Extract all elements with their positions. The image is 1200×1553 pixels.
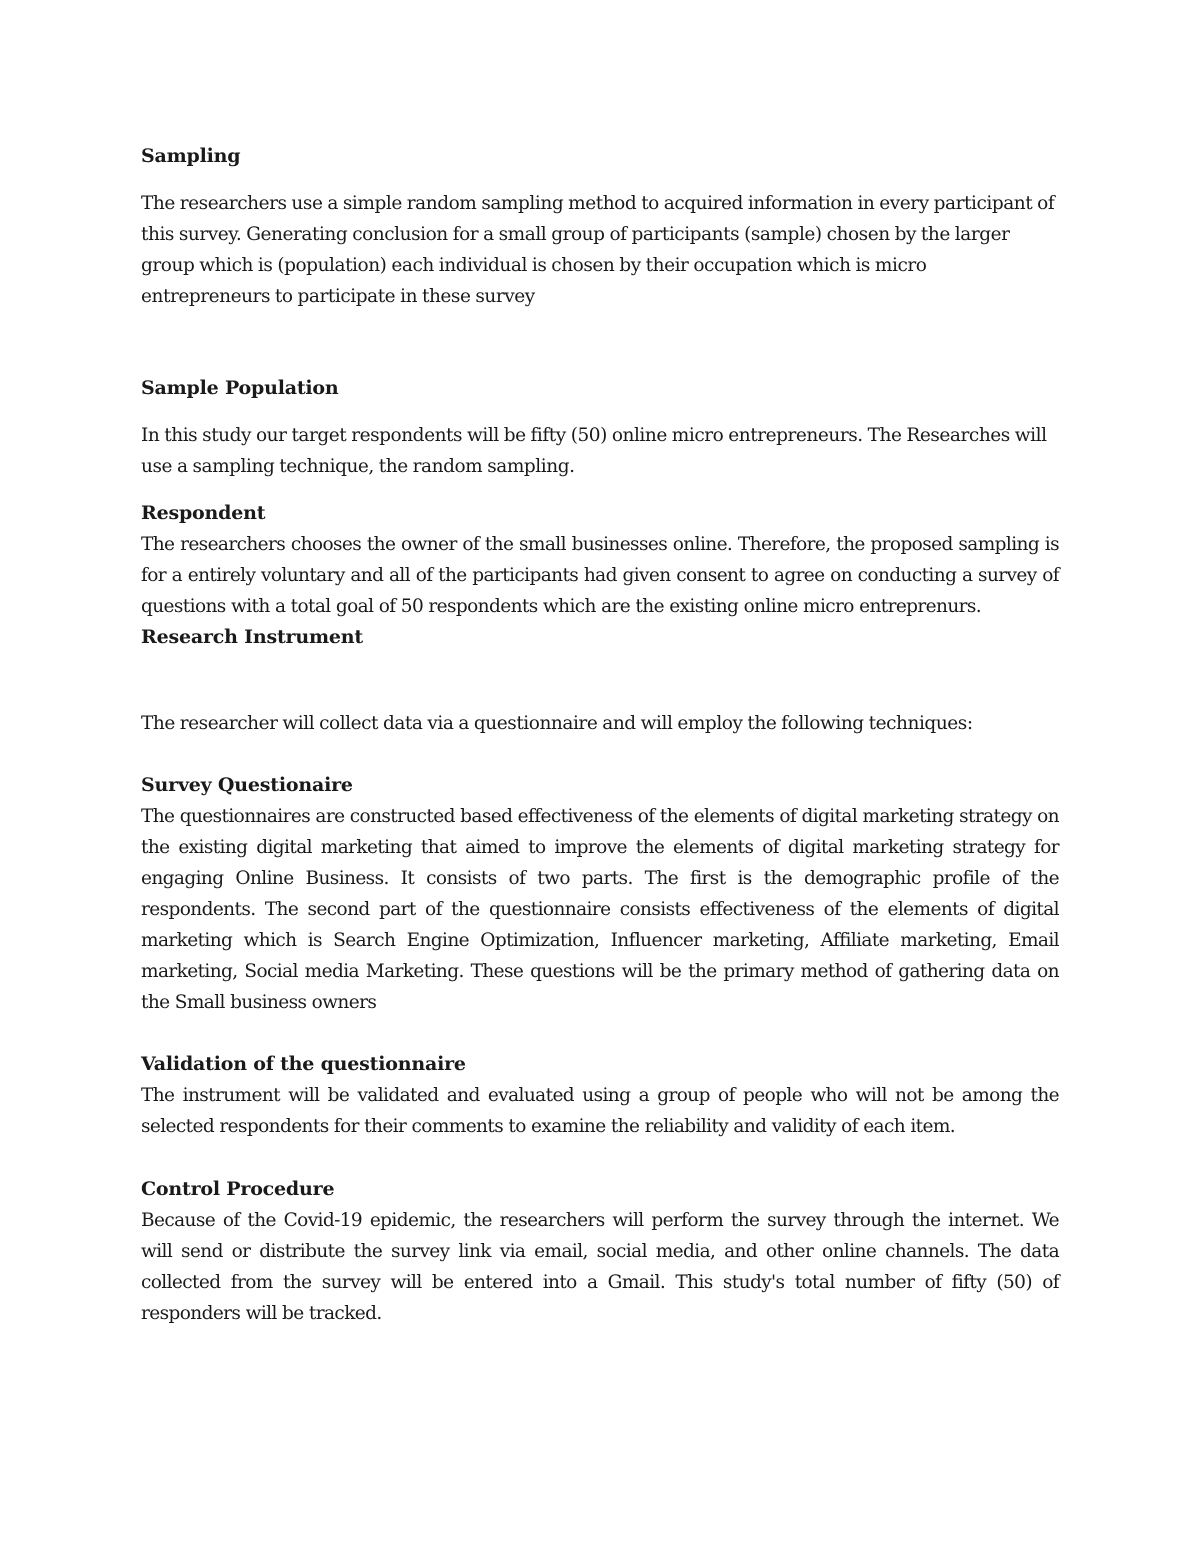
paragraph-control-procedure: Because of the Covid-19 epidemic, the researchers will perform the survey through the internet. We will send or distribute the survey link via email, social media, and other online channels. The data collected from the survey will be entered into a Gmail. This study's total number of fifty (50) of responders will be tracked. <box>141 1210 1059 1324</box>
paragraph-respondent: The researchers chooses the owner of the small businesses online. Therefore, the proposed sampling is for a entirely voluntary and all of the participants had given consent to agree on conducting a survey of questions with a total goal of 50 respondents which are the existing online micro entreprenurs. <box>141 534 1059 617</box>
paragraph-research-instrument: The researcher will collect data via a questionnaire and will employ the following techniques: <box>141 713 973 734</box>
section-survey-questionnaire <box>141 770 1059 1018</box>
paragraph-survey-questionnaire: The questionnaires are constructed based effectiveness of the elements of digital marketing strategy on the existing digital marketing that aimed to improve the elements of digital marketing strategy for engaging Online Business. It consists of two parts. The first is the demographic profile of the respondents. The second part of the questionnaire consists effectiveness of the elements of digital marketing which is Search Engine Optimization, Influencer marketing, Affiliate marketing, Email marketing, Social media Marketing. These questions will be the primary method of gathering data on the Small business owners <box>141 806 1059 1013</box>
section-heading-control-procedure: Control Procedure <box>141 1178 335 1200</box>
section-sample-population-body <box>141 420 1059 482</box>
section-validation <box>141 1049 1059 1142</box>
section-sample-population <box>141 373 1059 404</box>
section-sampling-body <box>141 188 1059 312</box>
section-heading-validation: Validation of the questionnaire <box>141 1053 466 1075</box>
paragraph-sample-population: In this study our target respondents will be fifty (50) online micro entrepreneurs. The Researches will use a sampling technique, the random sampling. <box>141 425 1047 477</box>
section-respondent <box>141 498 1059 653</box>
section-sampling <box>141 141 1059 172</box>
paragraph-validation: The instrument will be validated and evaluated using a group of people who will not be among the selected respondents for their comments to examine the reliability and validity of each item. <box>141 1085 1059 1137</box>
section-heading-respondent: Respondent <box>141 502 266 524</box>
paragraph-sampling: The researchers use a simple random sampling method to acquired information in every participant of this survey. Generating conclusion for a small group of participants (sample) chosen by the larger group which is (population) each individual is chosen by their occupation which is micro entrepreneurs to participate in these survey <box>141 193 1055 307</box>
section-control-procedure <box>141 1174 1059 1329</box>
section-heading-research-instrument: Research Instrument <box>141 626 363 648</box>
section-heading-sample-population: Sample Population <box>141 377 339 399</box>
section-heading-sampling: Sampling <box>141 145 241 167</box>
section-heading-survey-questionnaire: Survey Questionaire <box>141 774 353 796</box>
section-research-instrument-body <box>141 708 1059 739</box>
